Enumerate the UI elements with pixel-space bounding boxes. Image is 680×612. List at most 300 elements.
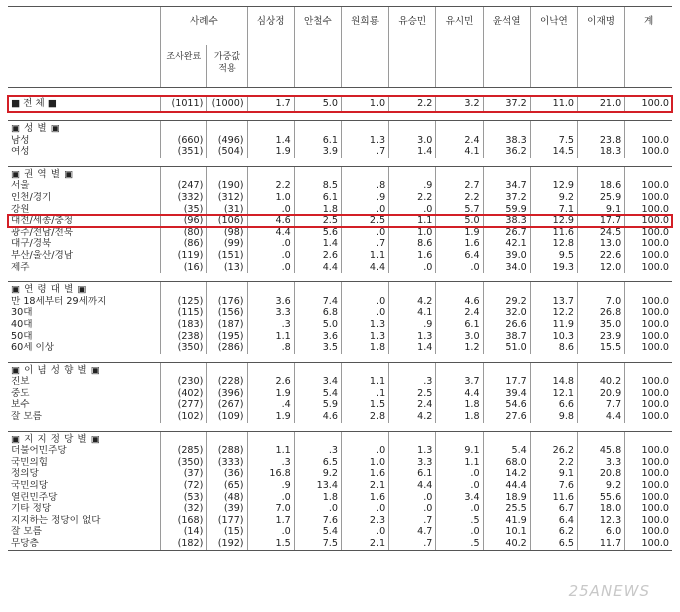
sample-completed: (351) — [161, 146, 207, 158]
candidate-value: 1.6 — [341, 492, 388, 504]
candidate-value: 34.7 — [483, 180, 530, 192]
candidate-value: 1.1 — [341, 376, 388, 388]
section-blank-cell — [436, 431, 483, 445]
candidate-value: 7.0 — [247, 503, 294, 515]
candidate-value: 1.4 — [389, 342, 436, 354]
candidate-value: 2.1 — [341, 538, 388, 550]
sample-completed: (238) — [161, 331, 207, 343]
candidate-value: 1.8 — [436, 411, 483, 423]
candidate-value: 6.5 — [294, 457, 341, 469]
candidate-value: 2.7 — [436, 180, 483, 192]
candidate-value: 2.2 — [247, 180, 294, 192]
table-row — [8, 515, 672, 527]
candidate-value: 15.5 — [577, 342, 624, 354]
candidate-value: 9.8 — [530, 411, 577, 423]
subheader-blank — [436, 45, 483, 88]
candidate-value: 38.3 — [483, 215, 530, 227]
candidate-value: .0 — [247, 204, 294, 216]
section-blank-cell — [625, 431, 672, 445]
candidate-value: 2.4 — [436, 135, 483, 147]
candidate-value: 37.2 — [483, 192, 530, 204]
candidate-value: 5.4 — [483, 445, 530, 457]
candidate-value: 1.6 — [389, 250, 436, 262]
candidate-value: 7.4 — [294, 296, 341, 308]
subheader-blank — [8, 45, 161, 88]
section-blank-cell — [207, 166, 247, 180]
candidate-value: 1.3 — [341, 319, 388, 331]
candidate-value: .0 — [341, 503, 388, 515]
spacer-row — [8, 88, 672, 97]
candidate-value: 6.1 — [436, 319, 483, 331]
candidate-value: 3.7 — [436, 376, 483, 388]
candidate-value: .9 — [341, 192, 388, 204]
row-total-value: 100.0 — [625, 399, 672, 411]
sample-completed: (96) — [161, 215, 207, 227]
table-row — [8, 215, 672, 227]
sample-completed: (402) — [161, 388, 207, 400]
watermark: 25ANEWS — [568, 582, 650, 600]
candidate-value: 9.1 — [530, 468, 577, 480]
candidate-value: 22.6 — [577, 250, 624, 262]
spacer-row — [8, 273, 672, 282]
candidate-value: .4 — [247, 399, 294, 411]
table-row — [8, 146, 672, 158]
row-total-value: 100.0 — [625, 388, 672, 400]
candidate-value: 32.0 — [483, 307, 530, 319]
candidate-value: .0 — [389, 204, 436, 216]
candidate-value: 1.0 — [341, 457, 388, 469]
section-blank-cell — [389, 362, 436, 376]
row-label: 제주 — [11, 261, 30, 273]
row-label: 강원 — [11, 203, 30, 215]
candidate-value: .3 — [389, 376, 436, 388]
candidate-value: 12.9 — [530, 180, 577, 192]
row-total-value: 100.0 — [625, 215, 672, 227]
candidate-value: 14.5 — [530, 146, 577, 158]
candidate-value: 3.3 — [577, 457, 624, 469]
sample-completed: (80) — [161, 227, 207, 239]
candidate-value: 2.2 — [389, 192, 436, 204]
candidate-value: 12.8 — [530, 238, 577, 250]
table-row — [8, 503, 672, 515]
total-row — [8, 96, 672, 112]
candidate-value: .9 — [389, 180, 436, 192]
candidate-value: 20.9 — [577, 388, 624, 400]
candidate-value: 1.6 — [341, 468, 388, 480]
candidate-value: 10.1 — [483, 526, 530, 538]
table-row — [8, 468, 672, 480]
candidate-value: 5.0 — [294, 96, 341, 112]
candidate-value: .7 — [341, 238, 388, 250]
candidate-value: 10.3 — [530, 331, 577, 343]
candidate-value: 34.0 — [483, 262, 530, 274]
sample-weighted: (151) — [207, 250, 247, 262]
row-label: 대구/경북 — [11, 238, 52, 250]
sample-weighted: (48) — [207, 492, 247, 504]
row-label: 만 18세부터 29세까지 — [11, 295, 107, 307]
row-label: 60세 이상 — [11, 342, 55, 354]
candidate-value: 7.5 — [294, 538, 341, 550]
candidate-value: 6.5 — [530, 538, 577, 550]
sample-weighted: (195) — [207, 331, 247, 343]
sample-weighted: (98) — [207, 227, 247, 239]
section-blank-cell — [161, 282, 207, 296]
candidate-value: 4.4 — [294, 262, 341, 274]
candidate-value: 26.2 — [530, 445, 577, 457]
candidate-value: 26.7 — [483, 227, 530, 239]
candidate-value: 3.5 — [294, 342, 341, 354]
candidate-value: 2.5 — [389, 388, 436, 400]
poll-table-container — [8, 6, 672, 551]
spacer-row — [8, 423, 672, 432]
row-total-value: 100.0 — [625, 492, 672, 504]
spacer-cell — [8, 273, 672, 282]
candidate-value: 1.9 — [436, 227, 483, 239]
row-total-value: 100.0 — [625, 342, 672, 354]
candidate-value: 1.4 — [247, 135, 294, 147]
candidate-value: 7.5 — [530, 135, 577, 147]
candidate-value: 3.6 — [294, 331, 341, 343]
row-total-value: 100.0 — [625, 180, 672, 192]
sample-weighted: (99) — [207, 238, 247, 250]
row-label: 정의당 — [11, 468, 39, 480]
candidate-value: 1.9 — [247, 146, 294, 158]
candidate-value: .0 — [294, 503, 341, 515]
candidate-value: 4.2 — [389, 296, 436, 308]
row-label: 30대 — [11, 307, 33, 319]
candidate-value: 9.1 — [577, 204, 624, 216]
section-blank-cell — [483, 166, 530, 180]
row-label: 인천/경기 — [11, 191, 52, 203]
candidate-value: 3.9 — [294, 146, 341, 158]
candidate-value: .0 — [436, 262, 483, 274]
candidate-header: 심상정 — [247, 7, 294, 46]
candidate-value: 41.9 — [483, 515, 530, 527]
row-total-value: 100.0 — [625, 468, 672, 480]
candidate-value: .5 — [436, 515, 483, 527]
section-blank-cell — [436, 166, 483, 180]
candidate-value: 3.6 — [247, 296, 294, 308]
row-total-value: 100.0 — [625, 135, 672, 147]
candidate-value: .0 — [389, 503, 436, 515]
row-total-value: 100.0 — [625, 480, 672, 492]
candidate-value: 12.2 — [530, 307, 577, 319]
section-blank-cell — [625, 282, 672, 296]
section-blank-cell — [207, 431, 247, 445]
section-blank-cell — [483, 362, 530, 376]
table-row — [8, 492, 672, 504]
row-total-value: 100.0 — [625, 411, 672, 423]
candidate-header: 윤석열 — [483, 7, 530, 46]
row-total-value: 100.0 — [625, 227, 672, 239]
candidate-value: 14.2 — [483, 468, 530, 480]
candidate-value: 4.6 — [247, 215, 294, 227]
section-blank-cell — [577, 431, 624, 445]
section-blank-cell — [577, 166, 624, 180]
sample-weighted: (286) — [207, 342, 247, 354]
candidate-value: 38.7 — [483, 331, 530, 343]
candidate-value: 4.4 — [577, 411, 624, 423]
section-blank-cell — [483, 121, 530, 135]
section-blank-cell — [530, 282, 577, 296]
section-blank-cell — [247, 282, 294, 296]
row-total-value: 100.0 — [625, 445, 672, 457]
candidate-value: 4.4 — [436, 388, 483, 400]
section-blank-cell — [577, 121, 624, 135]
table-row — [8, 296, 672, 308]
section-blank-cell — [207, 282, 247, 296]
candidate-value: 12.9 — [530, 215, 577, 227]
section-blank-cell — [294, 166, 341, 180]
table-row — [8, 331, 672, 343]
sample-weighted: (176) — [207, 296, 247, 308]
section-blank-cell — [625, 166, 672, 180]
sample-completed: (86) — [161, 238, 207, 250]
candidate-value: 12.0 — [577, 262, 624, 274]
candidate-value: .1 — [341, 388, 388, 400]
sample-weighted: (496) — [207, 135, 247, 147]
section-blank-cell — [294, 121, 341, 135]
candidate-value: 2.3 — [341, 515, 388, 527]
sample-completed: (183) — [161, 319, 207, 331]
sample-completed: (332) — [161, 192, 207, 204]
candidate-value: 2.1 — [341, 480, 388, 492]
candidate-value: 44.4 — [483, 480, 530, 492]
candidate-value: 2.6 — [294, 250, 341, 262]
candidate-value: 4.7 — [389, 526, 436, 538]
sample-weighted: (267) — [207, 399, 247, 411]
candidate-value: 1.5 — [341, 399, 388, 411]
candidate-value: 40.2 — [577, 376, 624, 388]
header-blank — [8, 7, 161, 46]
candidate-value: 24.5 — [577, 227, 624, 239]
sample-completed: (35) — [161, 204, 207, 216]
sample-completed: (16) — [161, 262, 207, 274]
section-blank-cell — [483, 282, 530, 296]
candidate-value: 40.2 — [483, 538, 530, 550]
candidate-value: 4.2 — [389, 411, 436, 423]
candidate-value: 25.9 — [577, 192, 624, 204]
candidate-value: 26.6 — [483, 319, 530, 331]
table-row — [8, 445, 672, 457]
completed-subheader: 조사완료 — [161, 45, 207, 88]
table-row — [8, 538, 672, 550]
table-row — [8, 411, 672, 423]
sample-weighted: (333) — [207, 457, 247, 469]
sample-weighted: (36) — [207, 468, 247, 480]
candidate-value: 3.4 — [436, 492, 483, 504]
candidate-value: 3.2 — [436, 96, 483, 112]
candidate-value: 39.4 — [483, 388, 530, 400]
candidate-value: 54.6 — [483, 399, 530, 411]
sample-completed: (247) — [161, 180, 207, 192]
candidate-value: 29.2 — [483, 296, 530, 308]
candidate-value: .0 — [247, 262, 294, 274]
candidate-value: 1.3 — [389, 331, 436, 343]
candidate-value: .0 — [436, 503, 483, 515]
table-row — [8, 399, 672, 411]
section-blank-cell — [341, 166, 388, 180]
candidate-value: 11.9 — [530, 319, 577, 331]
section-blank-cell — [294, 362, 341, 376]
candidate-value: 18.3 — [577, 146, 624, 158]
sample-weighted: (106) — [207, 215, 247, 227]
sample-completed: (350) — [161, 342, 207, 354]
candidate-value: 27.6 — [483, 411, 530, 423]
weighted-subheader — [207, 45, 247, 88]
sample-weighted: (312) — [207, 192, 247, 204]
sample-completed: (277) — [161, 399, 207, 411]
section-blank-cell — [577, 362, 624, 376]
candidate-value: 1.1 — [389, 215, 436, 227]
candidate-value: .0 — [247, 250, 294, 262]
spacer-cell — [8, 88, 672, 97]
candidate-value: 13.0 — [577, 238, 624, 250]
section-blank-cell — [389, 282, 436, 296]
table-row — [8, 180, 672, 192]
candidate-value: 9.1 — [436, 445, 483, 457]
candidate-value: 3.0 — [436, 331, 483, 343]
spacer-row — [8, 112, 672, 121]
row-total-value: 100.0 — [625, 503, 672, 515]
sample-weighted: (31) — [207, 204, 247, 216]
spacer-cell — [8, 112, 672, 121]
candidate-value: .8 — [247, 342, 294, 354]
sample-weighted: (228) — [207, 376, 247, 388]
section-blank-cell — [625, 362, 672, 376]
candidate-value: 1.3 — [389, 445, 436, 457]
row-label: ■ 전 체 ■ — [11, 98, 57, 109]
section-title: ▣ 연 령 대 별 ▣ — [8, 282, 161, 296]
candidate-value: 1.0 — [247, 192, 294, 204]
candidate-value: 7.7 — [577, 399, 624, 411]
section-blank-cell — [341, 282, 388, 296]
table-row — [8, 192, 672, 204]
section-blank-cell — [389, 121, 436, 135]
row-label: 국민의당 — [11, 480, 49, 492]
candidate-value: .7 — [341, 146, 388, 158]
sample-weighted: (504) — [207, 146, 247, 158]
table-row — [8, 250, 672, 262]
candidate-value: 18.0 — [577, 503, 624, 515]
candidate-value: .9 — [247, 480, 294, 492]
weighted-subheader-line2: 적용 — [218, 64, 236, 74]
candidate-value: .0 — [341, 526, 388, 538]
section-blank-cell — [207, 362, 247, 376]
candidate-value: 1.9 — [247, 411, 294, 423]
row-total-value: 100.0 — [625, 457, 672, 469]
candidate-value: 1.8 — [436, 399, 483, 411]
sample-completed: (14) — [161, 526, 207, 538]
candidate-value: .0 — [389, 492, 436, 504]
candidate-value: .7 — [389, 538, 436, 550]
section-blank-cell — [436, 362, 483, 376]
candidate-value: 39.0 — [483, 250, 530, 262]
row-label: 50대 — [11, 330, 33, 342]
row-label: 무당층 — [8, 538, 161, 550]
row-label: 40대 — [11, 318, 33, 330]
candidate-value: 1.4 — [294, 238, 341, 250]
sample-weighted: (190) — [207, 180, 247, 192]
candidate-value: 35.0 — [577, 319, 624, 331]
header-row — [8, 7, 672, 46]
section-blank-cell — [530, 121, 577, 135]
candidate-value: 45.8 — [577, 445, 624, 457]
candidate-value: .0 — [341, 296, 388, 308]
section-header-row — [8, 362, 672, 376]
candidate-header: 이낙연 — [530, 7, 577, 46]
row-label: 잘 모름 — [11, 411, 42, 423]
candidate-value: .0 — [436, 468, 483, 480]
table-row — [8, 342, 672, 354]
weighted-subheader-line1: 가중값 — [213, 52, 241, 62]
candidate-value: 8.5 — [294, 180, 341, 192]
candidate-value: 20.8 — [577, 468, 624, 480]
candidate-value: 36.2 — [483, 146, 530, 158]
candidate-value: 9.5 — [530, 250, 577, 262]
candidate-value: 55.6 — [577, 492, 624, 504]
table-body — [8, 88, 672, 551]
row-total-value: 100.0 — [625, 526, 672, 538]
candidate-value: 8.6 — [389, 238, 436, 250]
section-title: ▣ 권 역 별 ▣ — [8, 166, 161, 180]
sample-weighted: (156) — [207, 307, 247, 319]
table-row — [8, 388, 672, 400]
row-total-value: 100.0 — [625, 204, 672, 216]
candidate-value: 11.6 — [530, 492, 577, 504]
section-blank-cell — [341, 431, 388, 445]
section-blank-cell — [161, 121, 207, 135]
section-blank-cell — [530, 166, 577, 180]
row-label: 진보 — [11, 376, 30, 388]
candidate-value: 1.3 — [341, 135, 388, 147]
candidate-value: 3.0 — [389, 135, 436, 147]
section-title: ▣ 이 념 성 향 별 ▣ — [8, 362, 161, 376]
spacer-cell — [8, 158, 672, 167]
spacer-cell — [8, 423, 672, 432]
table-row — [8, 262, 672, 274]
row-label: 서울 — [11, 180, 30, 192]
candidate-value: 3.4 — [294, 376, 341, 388]
sample-completed: (125) — [161, 296, 207, 308]
candidate-value: 59.9 — [483, 204, 530, 216]
row-label: 대전/세종/충청 — [11, 215, 74, 227]
candidate-value: 1.5 — [247, 538, 294, 550]
table-row — [8, 376, 672, 388]
candidate-value: 1.6 — [436, 238, 483, 250]
candidate-value: 1.4 — [389, 146, 436, 158]
row-total-value: 100.0 — [625, 250, 672, 262]
row-total-value: 100.0 — [625, 331, 672, 343]
subheader-blank — [530, 45, 577, 88]
section-header-row — [8, 282, 672, 296]
candidate-value: 16.8 — [247, 468, 294, 480]
sample-size-header: 사례수 — [161, 7, 247, 46]
candidate-value: 26.8 — [577, 307, 624, 319]
subheader-blank — [577, 45, 624, 88]
sample-completed: (37) — [161, 468, 207, 480]
sample-completed: (1011) — [161, 96, 207, 112]
candidate-value: 6.0 — [577, 526, 624, 538]
candidate-value: 1.8 — [294, 204, 341, 216]
candidate-value: 6.6 — [530, 399, 577, 411]
candidate-header: 유승민 — [389, 7, 436, 46]
row-label: 보수 — [11, 399, 30, 411]
candidate-header: 원희룡 — [341, 7, 388, 46]
candidate-value: 1.3 — [341, 331, 388, 343]
candidate-value: 4.4 — [247, 227, 294, 239]
sample-completed: (102) — [161, 411, 207, 423]
